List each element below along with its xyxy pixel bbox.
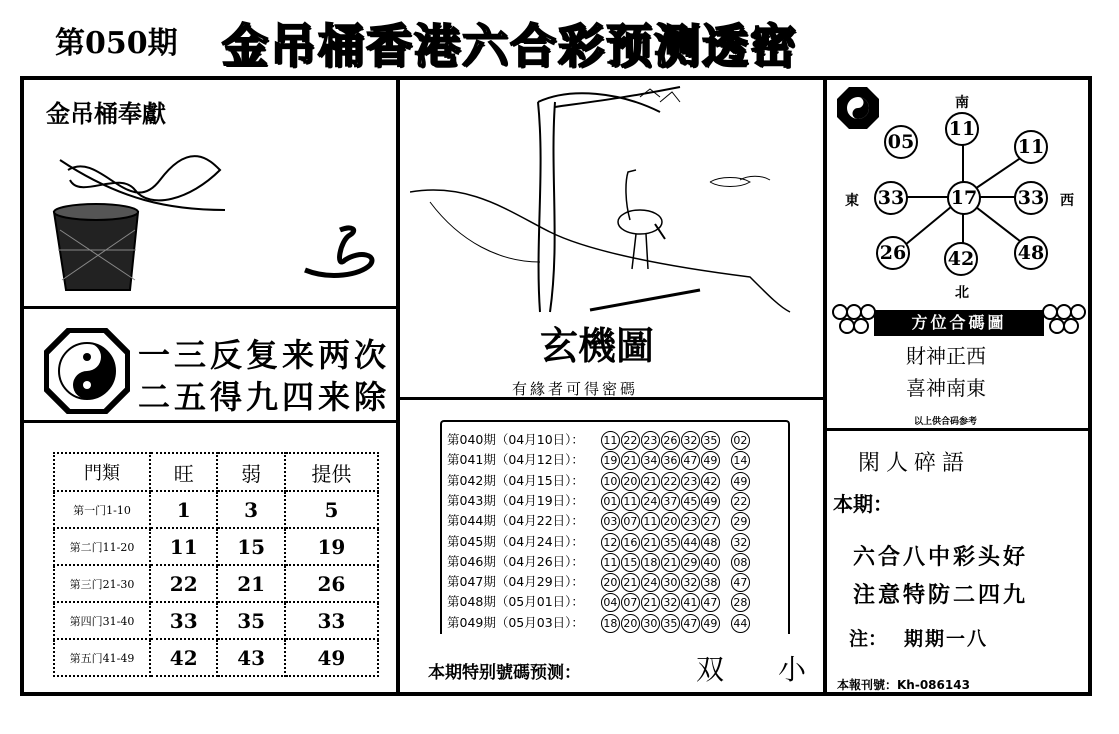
number-ball: 21 xyxy=(641,472,660,491)
direction-east: 東 xyxy=(845,193,859,209)
divider-left-2 xyxy=(22,420,398,423)
history-row xyxy=(447,572,751,592)
number-ball: 18 xyxy=(641,553,660,572)
issue-number: 第050期 xyxy=(55,26,178,61)
number-ball: 26 xyxy=(876,236,910,270)
right-bottom-line-1: 六合八中彩头好 xyxy=(853,544,1029,570)
history-issue: 第043期 xyxy=(447,492,496,508)
history-row xyxy=(447,471,751,491)
special-number-ball: 47 xyxy=(731,573,750,592)
number-ball: 21 xyxy=(641,593,660,612)
header-strong: 旺 xyxy=(150,453,217,491)
number-ball: 15 xyxy=(621,553,640,572)
header-weak: 弱 xyxy=(217,453,284,491)
history-issue: 第045期 xyxy=(447,533,496,549)
table-row xyxy=(54,491,378,528)
number-ball: 42 xyxy=(944,242,978,276)
crane-illustration xyxy=(410,82,810,318)
compass-line-1: 財神正西 xyxy=(906,344,986,368)
special-prediction-value-2: 小 xyxy=(778,653,807,686)
gate-label: 第二门11-20 xyxy=(54,528,150,565)
gate-weak: 43 xyxy=(217,639,284,676)
direction-north: 北 xyxy=(955,285,969,301)
publication-number: 本報刊號：Kh-086143 xyxy=(837,678,970,692)
number-ball: 30 xyxy=(661,573,680,592)
history-numbers xyxy=(601,493,751,508)
page-title: 金吊桶香港六合彩预测透密 xyxy=(222,19,798,73)
number-ball: 21 xyxy=(621,573,640,592)
number-ball: 19 xyxy=(601,451,620,470)
gate-weak: 3 xyxy=(217,491,284,528)
number-ball: 22 xyxy=(661,472,680,491)
number-ball: 12 xyxy=(601,533,620,552)
number-ball: 44 xyxy=(681,533,700,552)
history-numbers xyxy=(601,513,751,528)
history-numbers xyxy=(601,452,751,467)
gate-label: 第一门1-10 xyxy=(54,491,150,528)
history-numbers xyxy=(601,534,751,549)
gate-strong: 22 xyxy=(150,565,217,602)
number-ball: 11 xyxy=(641,512,660,531)
gate-label: 第五门41-49 xyxy=(54,639,150,676)
number-ball: 30 xyxy=(641,614,660,633)
special-prediction-value-1: 双 xyxy=(696,653,725,686)
gate-strong: 11 xyxy=(150,528,217,565)
gate-provide: 33 xyxy=(285,602,378,639)
history-date: （05月01日）： xyxy=(495,594,584,610)
number-ball: 01 xyxy=(601,492,620,511)
special-number-ball: 44 xyxy=(731,614,750,633)
header-door-type: 門類 xyxy=(54,453,150,491)
gate-provide: 5 xyxy=(285,491,378,528)
history-numbers xyxy=(601,615,751,630)
history-date: （04月29日）： xyxy=(495,574,584,590)
special-number-ball: 49 xyxy=(731,472,750,491)
number-ball: 23 xyxy=(681,512,700,531)
history-numbers xyxy=(601,594,751,609)
number-ball: 33 xyxy=(874,181,908,215)
compass-banner: 方位合碼圖 xyxy=(874,310,1044,336)
number-ball: 20 xyxy=(621,472,640,491)
number-ball: 24 xyxy=(641,573,660,592)
right-bottom-label: 本期： xyxy=(833,492,893,516)
compass-line-2: 喜神南東 xyxy=(906,376,986,400)
number-ball: 42 xyxy=(701,472,720,491)
history-numbers xyxy=(601,432,751,447)
history-date: （05月03日）： xyxy=(495,614,584,630)
number-ball: 32 xyxy=(681,573,700,592)
special-number-ball: 28 xyxy=(731,593,750,612)
number-ball: 11 xyxy=(601,553,620,572)
gate-provide: 19 xyxy=(285,528,378,565)
history-row xyxy=(447,592,751,612)
history-issue: 第041期 xyxy=(447,452,496,468)
number-ball: 07 xyxy=(621,593,640,612)
gates-table xyxy=(53,452,379,677)
bucket-illustration xyxy=(40,140,390,305)
number-ball: 11 xyxy=(945,112,979,146)
history-date: （04月24日）： xyxy=(495,533,584,549)
gate-strong: 42 xyxy=(150,639,217,676)
number-ball: 23 xyxy=(681,472,700,491)
number-ball: 48 xyxy=(1014,236,1048,270)
number-ball: 32 xyxy=(661,593,680,612)
divider-right-1 xyxy=(825,428,1090,431)
special-number-ball: 32 xyxy=(731,533,750,552)
number-ball: 20 xyxy=(661,512,680,531)
divider-left-1 xyxy=(22,306,398,309)
special-number-ball: 14 xyxy=(731,451,750,470)
special-number-ball: 08 xyxy=(731,553,750,572)
number-ball: 41 xyxy=(681,593,700,612)
gate-strong: 33 xyxy=(150,602,217,639)
number-ball: 47 xyxy=(681,451,700,470)
left-top-title: 金吊桶奉獻 xyxy=(46,100,166,128)
number-ball: 24 xyxy=(641,492,660,511)
gates-header-row xyxy=(54,453,378,491)
number-ball: 20 xyxy=(621,614,640,633)
history-issue: 第046期 xyxy=(447,553,496,569)
history-row xyxy=(447,511,751,531)
divider-left xyxy=(396,78,400,694)
number-ball: 22 xyxy=(621,431,640,450)
gate-weak: 35 xyxy=(217,602,284,639)
direction-south: 南 xyxy=(955,95,969,111)
number-ball: 35 xyxy=(661,614,680,633)
number-ball: 32 xyxy=(681,431,700,450)
special-number-ball: 22 xyxy=(731,492,750,511)
history-date: （04月12日）： xyxy=(495,452,584,468)
number-ball: 35 xyxy=(701,431,720,450)
special-number-ball: 29 xyxy=(731,512,750,531)
header-provide: 提供 xyxy=(285,453,378,491)
table-row xyxy=(54,639,378,676)
table-row xyxy=(54,528,378,565)
right-bottom-line-2: 注意特防二四九 xyxy=(853,582,1029,608)
number-ball: 33 xyxy=(1014,181,1048,215)
number-ball: 47 xyxy=(701,593,720,612)
number-ball: 21 xyxy=(621,451,640,470)
history-row xyxy=(447,450,751,470)
number-ball: 21 xyxy=(661,553,680,572)
history-row xyxy=(447,430,751,450)
number-ball: 23 xyxy=(641,431,660,450)
number-ball: 27 xyxy=(701,512,720,531)
history-date: （04月10日）： xyxy=(495,432,584,447)
number-ball: 47 xyxy=(681,614,700,633)
number-ball: 11 xyxy=(601,431,620,450)
number-ball: 05 xyxy=(884,125,918,159)
history-date: （04月26日）： xyxy=(495,553,584,569)
number-ball: 18 xyxy=(601,614,620,633)
center-caption: 有緣者可得密碼 xyxy=(512,380,639,398)
gate-provide: 26 xyxy=(285,565,378,602)
history-date: （04月19日）： xyxy=(495,492,584,508)
number-ball: 11 xyxy=(1014,130,1048,164)
history-numbers xyxy=(601,554,751,569)
gate-label: 第四门31-40 xyxy=(54,602,150,639)
history-row xyxy=(447,532,751,552)
history-issue: 第042期 xyxy=(447,472,496,488)
gate-weak: 15 xyxy=(217,528,284,565)
number-ball: 26 xyxy=(661,431,680,450)
number-ball: 49 xyxy=(701,451,720,470)
history-date: （04月22日）： xyxy=(495,513,584,529)
number-ball: 38 xyxy=(701,573,720,592)
history-numbers xyxy=(601,574,751,589)
direction-west: 西 xyxy=(1060,193,1074,209)
poem-line-1: 一三反复来两次 xyxy=(138,336,391,374)
center-title: 玄機圖 xyxy=(540,323,655,368)
note-label: 注： xyxy=(849,628,888,650)
number-ball: 37 xyxy=(661,492,680,511)
compass-note: 以上供合码参考 xyxy=(914,417,978,427)
history-row xyxy=(447,613,751,633)
gate-strong: 1 xyxy=(150,491,217,528)
gate-label: 第三门21-30 xyxy=(54,565,150,602)
yin-yang-icon xyxy=(44,328,130,414)
number-ball: 07 xyxy=(621,512,640,531)
number-ball: 21 xyxy=(641,533,660,552)
number-ball: 17 xyxy=(947,181,981,215)
history-row xyxy=(447,552,751,572)
number-ball: 03 xyxy=(601,512,620,531)
table-row xyxy=(54,602,378,639)
table-row xyxy=(54,565,378,602)
special-prediction-label: 本期特别號碼预测： xyxy=(428,663,581,683)
number-ball: 49 xyxy=(701,492,720,511)
right-bottom-title: 閑人碎語 xyxy=(858,451,971,476)
gate-provide: 49 xyxy=(285,639,378,676)
number-ball: 16 xyxy=(621,533,640,552)
number-ball: 11 xyxy=(621,492,640,511)
special-number-ball: 02 xyxy=(731,431,750,450)
history-numbers xyxy=(601,473,751,488)
history-row xyxy=(447,491,751,511)
number-ball: 48 xyxy=(701,533,720,552)
number-ball: 49 xyxy=(701,614,720,633)
history-issue: 第047期 xyxy=(447,574,496,590)
gate-weak: 21 xyxy=(217,565,284,602)
divider-right xyxy=(823,78,827,694)
history-issue: 第048期 xyxy=(447,594,496,610)
number-ball: 35 xyxy=(661,533,680,552)
history-date: （04月15日）： xyxy=(495,472,584,488)
number-ball: 20 xyxy=(601,573,620,592)
number-ball: 29 xyxy=(681,553,700,572)
number-ball: 34 xyxy=(641,451,660,470)
number-ball: 36 xyxy=(661,451,680,470)
history-issue: 第040期 xyxy=(447,432,496,447)
history-issue: 第044期 xyxy=(447,513,496,529)
poem-line-2: 二五得九四来除 xyxy=(138,378,391,416)
history-issue: 第049期 xyxy=(447,614,496,630)
number-ball: 10 xyxy=(601,472,620,491)
note-value: 期期一八 xyxy=(904,628,989,650)
number-ball: 40 xyxy=(701,553,720,572)
number-ball: 04 xyxy=(601,593,620,612)
number-ball: 45 xyxy=(681,492,700,511)
